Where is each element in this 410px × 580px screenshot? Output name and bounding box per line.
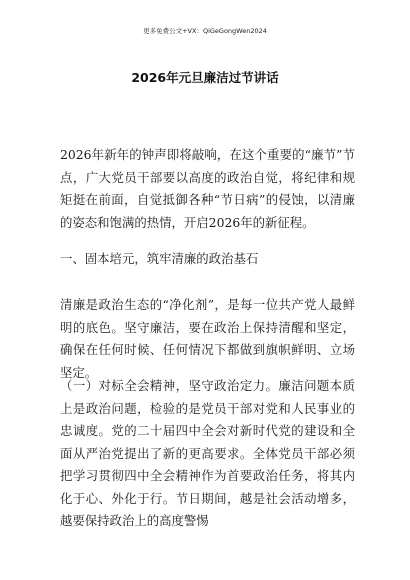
section-heading-1: 一、固本培元，筑牢清廉的政治基石 [60,251,259,266]
document-title: 2026年元旦廉洁过节讲话 [131,70,279,85]
paragraph-subsection-1: （一）对标全会精神，坚守政治定力。廉洁问题本质上是政治问题，检验的是党员干部对党和人民事业的忠诚度。党的二十届四中全会对新时代党的建设和全面从严治党提出了新的更高要求。全体党员干部必须把学习贯彻四中全会精神作为首要政治任务，将其内化于心、外化于行。节日期间，越是社会活动增多，越要保持政治上的高度警惕 [60,378,355,528]
header-note: 更多免费公文+VX：QiGeGongWen2024 [143,27,267,35]
paragraph-intro: 2026年新年的钟声即将敲响，在这个重要的“廉节”节点，广大党员干部要以高度的政治自觉，将纪律和规矩挺在前面，自觉抵御各种“节日病”的侵蚀，以清廉的姿态和饱满的热情，开启2026年的新征程。 [60,147,355,230]
paragraph-section-1: 清廉是政治生态的“净化剂”，是每一位共产党人最鲜明的底色。坚守廉洁，要在政治上保持清醒和坚定，确保在任何时候、任何情况下都做到旗帜鲜明、立场坚定。 [60,297,355,380]
